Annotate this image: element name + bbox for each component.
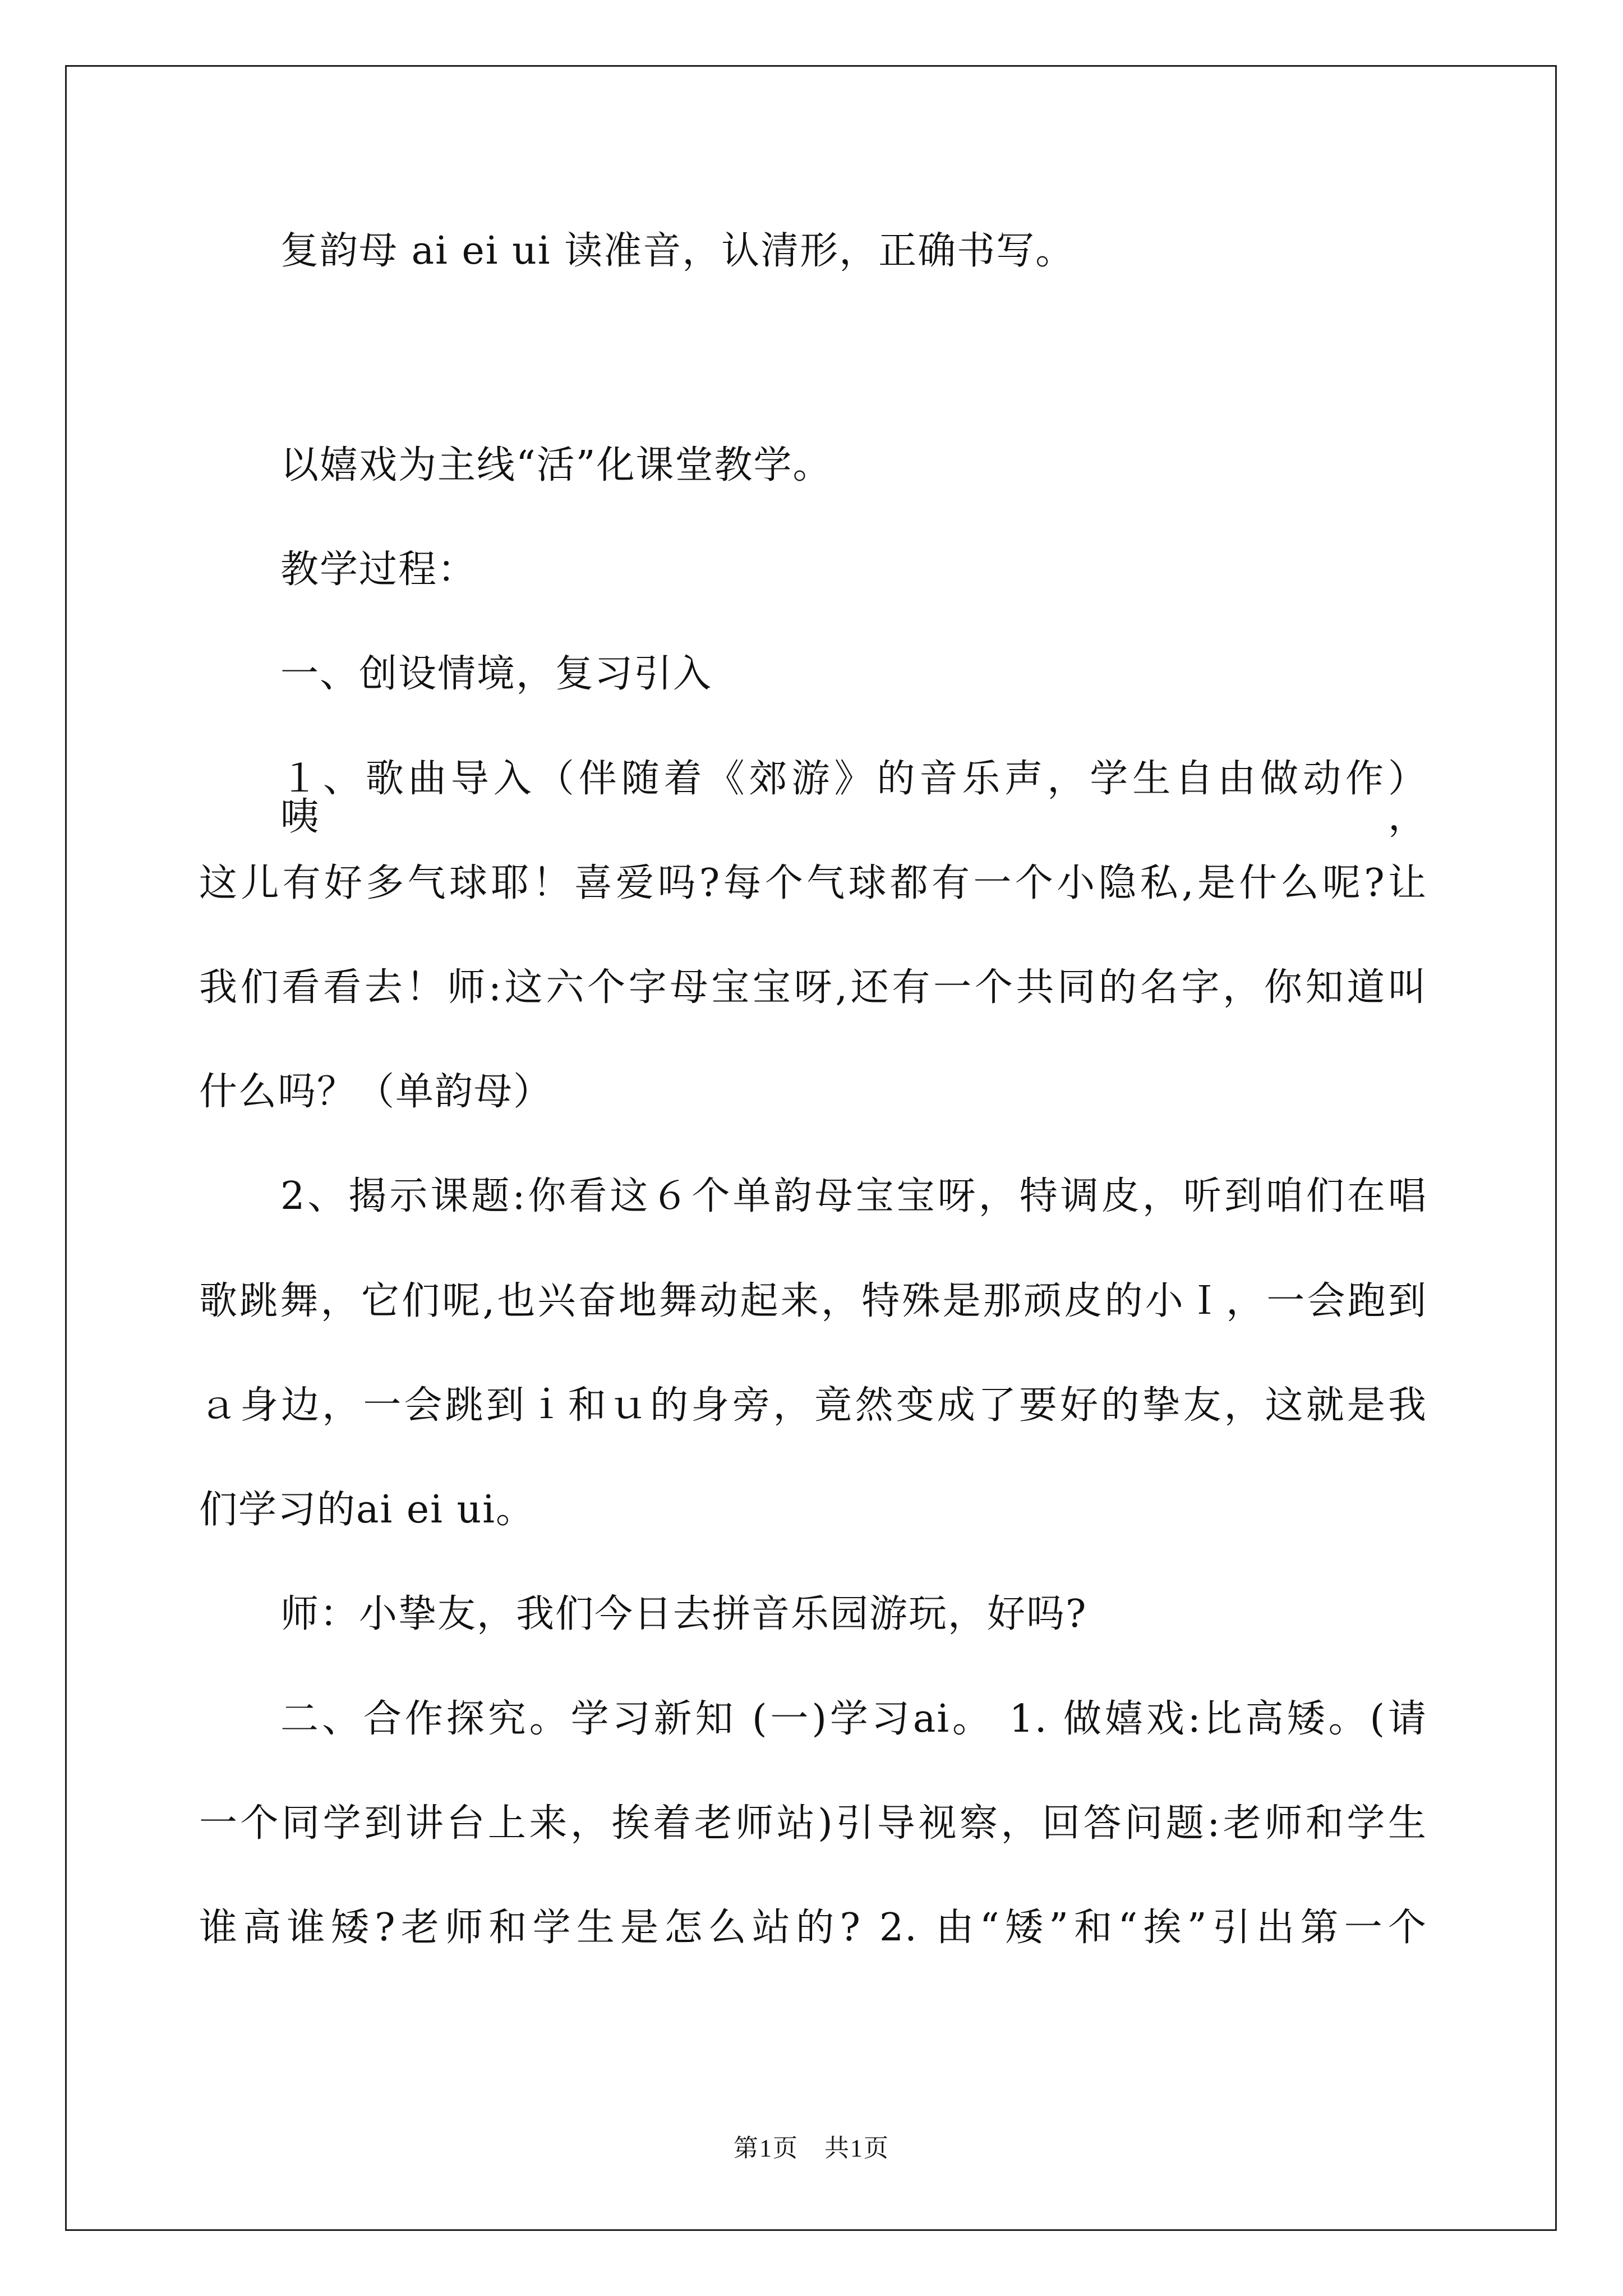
text-line: 以嬉戏为主线“活”化课堂教学。 <box>280 443 832 487</box>
text-line: 2、揭示课题:你看这６个单韵母宝宝呀，特调皮，听到咱们在唱 <box>280 1174 1427 1218</box>
text-line: 什么吗？（单韵母） <box>199 1070 553 1114</box>
text-line: 师：小挚友，我们今日去拼音乐园游玩，好吗? <box>280 1592 1087 1636</box>
text-line: １、歌曲导入（伴随着《郊游》的音乐声，学生自由做动作） 咦， <box>280 757 1427 839</box>
text-line: 教学过程： <box>280 547 477 592</box>
text-line: 谁高谁矮?老师和学生是怎么站的? 2. 由“矮”和“挨”引出第一个 <box>199 1906 1427 1950</box>
text-line: ａ身边，一会跳到ｉ和ｕ的身旁，竟然变成了要好的挚友，这就是我 <box>199 1383 1427 1428</box>
page-number: 第1页 共1页 <box>734 2134 889 2162</box>
text-line: 这儿有好多气球耶！喜爱吗?每个气球都有一个小隐私,是什么呢?让 <box>199 861 1428 905</box>
text-line: 我们看看去！师:这六个字母宝宝呀,还有一个共同的名字，你知道叫 <box>199 965 1427 1010</box>
text-line: 复韵母 ai ei ui 读准音，认清形，正确书写。 <box>280 229 1075 273</box>
text-line: 们学习的ai ei ui。 <box>199 1488 536 1532</box>
text-line: 一、创设情境，复习引入 <box>280 652 713 696</box>
text-line: 一个同学到讲台上来，挨着老师站)引导视察，回答问题:老师和学生 <box>199 1801 1427 1846</box>
text-line: 二、合作探究。学习新知 (一)学习ai。 1. 做嬉戏:比高矮。(请 <box>280 1697 1427 1741</box>
text-line: 歌跳舞，它们呢,也兴奋地舞动起来，特殊是那顽皮的小Ｉ，一会跑到 <box>199 1279 1427 1323</box>
